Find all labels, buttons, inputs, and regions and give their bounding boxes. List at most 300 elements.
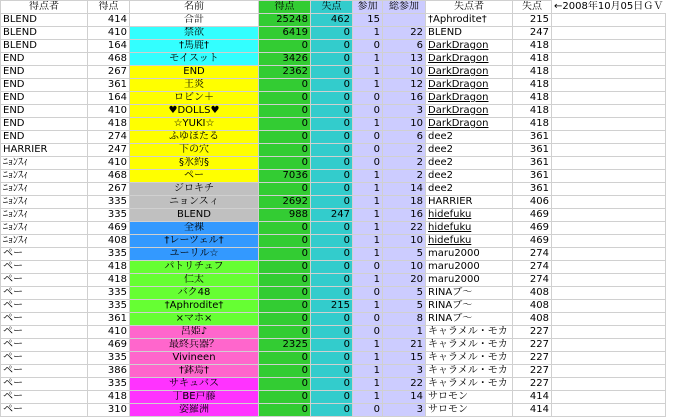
cell-loser[interactable]: DarkDragon	[426, 92, 513, 105]
cell-empty[interactable]	[552, 300, 666, 313]
cell-scorer[interactable]: ﾆｮﾝｽｨ	[1, 222, 88, 235]
cell-participation[interactable]: 1	[353, 79, 383, 92]
header-score[interactable]: 得点	[88, 1, 130, 14]
cell-scorer[interactable]: ペー	[1, 287, 88, 300]
cell-participation[interactable]: 1	[353, 222, 383, 235]
cell-lost[interactable]: 0	[311, 274, 353, 287]
cell-lost[interactable]: 0	[311, 118, 353, 131]
cell-lost[interactable]: 0	[311, 157, 353, 170]
cell-points[interactable]: 0	[259, 378, 311, 391]
cell-participation[interactable]: 1	[353, 339, 383, 352]
cell-score[interactable]: 410	[88, 27, 130, 40]
cell-empty[interactable]	[552, 131, 666, 144]
cell-score[interactable]: 267	[88, 183, 130, 196]
cell-lost-points[interactable]: 247	[513, 27, 552, 40]
cell-lost-points[interactable]: 414	[513, 404, 552, 417]
cell-total-participation[interactable]: 5	[383, 287, 426, 300]
cell-name[interactable]: モイスット	[130, 53, 259, 66]
cell-total-participation[interactable]: 10	[383, 261, 426, 274]
cell-name[interactable]: 最終兵器？	[130, 339, 259, 352]
cell-lost-points[interactable]: 408	[513, 313, 552, 326]
cell-participation[interactable]: 1	[353, 274, 383, 287]
cell-lost-points[interactable]: 215	[513, 14, 552, 27]
cell-lost[interactable]: 0	[311, 313, 353, 326]
cell-name[interactable]: ユーリル☆	[130, 248, 259, 261]
cell-score[interactable]: 335	[88, 196, 130, 209]
cell-total-participation[interactable]: 21	[383, 339, 426, 352]
cell-lost-points[interactable]: 418	[513, 118, 552, 131]
cell-points[interactable]: 2325	[259, 339, 311, 352]
cell-loser[interactable]: RINAブ～	[426, 313, 513, 326]
cell-scorer[interactable]: END	[1, 53, 88, 66]
cell-participation[interactable]: 0	[353, 313, 383, 326]
cell-total-participation[interactable]: 6	[383, 40, 426, 53]
cell-lost-points[interactable]: 227	[513, 339, 552, 352]
cell-name[interactable]: 丁BE戸藤	[130, 391, 259, 404]
cell-scorer[interactable]: ﾆｮﾝｽｨ	[1, 170, 88, 183]
cell-empty[interactable]	[552, 365, 666, 378]
cell-participation[interactable]: 1	[353, 209, 383, 222]
cell-name[interactable]: 姿羅洲	[130, 404, 259, 417]
cell-participation[interactable]: 1	[353, 378, 383, 391]
cell-score[interactable]: 247	[88, 144, 130, 157]
cell-name[interactable]: †馬鹿†	[130, 40, 259, 53]
cell-points[interactable]: 0	[259, 248, 311, 261]
cell-loser[interactable]: dee2	[426, 170, 513, 183]
cell-score[interactable]: 418	[88, 261, 130, 274]
cell-empty[interactable]	[552, 14, 666, 27]
cell-participation[interactable]: 1	[353, 66, 383, 79]
cell-score[interactable]: 418	[88, 274, 130, 287]
cell-total-participation[interactable]: 13	[383, 53, 426, 66]
cell-lost-points[interactable]: 414	[513, 391, 552, 404]
cell-loser[interactable]: キャラメル・モカ	[426, 326, 513, 339]
cell-lost-points[interactable]: 361	[513, 183, 552, 196]
cell-name[interactable]: ジロキチ	[130, 183, 259, 196]
cell-score[interactable]: 418	[88, 391, 130, 404]
cell-lost[interactable]: 0	[311, 79, 353, 92]
cell-empty[interactable]	[552, 40, 666, 53]
cell-loser[interactable]: maru2000	[426, 248, 513, 261]
cell-empty[interactable]	[552, 235, 666, 248]
cell-total-participation[interactable]: 2	[383, 170, 426, 183]
cell-lost[interactable]: 215	[311, 300, 353, 313]
cell-scorer[interactable]: BLEND	[1, 14, 88, 27]
cell-name[interactable]: 合計	[130, 14, 259, 27]
cell-scorer[interactable]: ﾆｮﾝｽｨ	[1, 157, 88, 170]
cell-total-participation[interactable]: 12	[383, 79, 426, 92]
cell-lost-points[interactable]: 418	[513, 53, 552, 66]
cell-loser[interactable]: dee2	[426, 131, 513, 144]
cell-points[interactable]: 0	[259, 300, 311, 313]
cell-scorer[interactable]: ペー	[1, 313, 88, 326]
cell-points[interactable]: 0	[259, 391, 311, 404]
cell-score[interactable]: 410	[88, 157, 130, 170]
cell-empty[interactable]	[552, 105, 666, 118]
header-total-participation[interactable]: 総参加	[383, 1, 426, 14]
cell-lost-points[interactable]: 408	[513, 300, 552, 313]
cell-lost-points[interactable]: 227	[513, 365, 552, 378]
cell-scorer[interactable]: END	[1, 105, 88, 118]
cell-scorer[interactable]: ペー	[1, 274, 88, 287]
cell-lost[interactable]: 0	[311, 40, 353, 53]
cell-lost-points[interactable]: 274	[513, 261, 552, 274]
cell-total-participation[interactable]: 14	[383, 183, 426, 196]
cell-lost[interactable]: 0	[311, 144, 353, 157]
cell-empty[interactable]	[552, 274, 666, 287]
cell-empty[interactable]	[552, 66, 666, 79]
cell-name[interactable]: ふゆほたる	[130, 131, 259, 144]
cell-total-participation[interactable]: 16	[383, 92, 426, 105]
cell-scorer[interactable]: BLEND	[1, 27, 88, 40]
cell-loser[interactable]: BLEND	[426, 27, 513, 40]
cell-total-participation[interactable]: 20	[383, 274, 426, 287]
cell-score[interactable]: 468	[88, 170, 130, 183]
header-lost[interactable]: 失点	[311, 1, 353, 14]
cell-empty[interactable]	[552, 313, 666, 326]
cell-lost[interactable]: 0	[311, 183, 353, 196]
cell-loser[interactable]: DarkDragon	[426, 66, 513, 79]
cell-lost[interactable]: 0	[311, 326, 353, 339]
cell-points[interactable]: 2692	[259, 196, 311, 209]
cell-loser[interactable]: DarkDragon	[426, 79, 513, 92]
cell-points[interactable]: 0	[259, 404, 311, 417]
cell-loser[interactable]: hidefuku	[426, 222, 513, 235]
cell-empty[interactable]	[552, 261, 666, 274]
cell-participation[interactable]: 0	[353, 287, 383, 300]
cell-points[interactable]: 6419	[259, 27, 311, 40]
cell-total-participation[interactable]: 3	[383, 365, 426, 378]
cell-name[interactable]: バク48	[130, 287, 259, 300]
cell-points[interactable]: 0	[259, 352, 311, 365]
cell-scorer[interactable]: BLEND	[1, 40, 88, 53]
cell-name[interactable]: パトリチュフ	[130, 261, 259, 274]
cell-total-participation[interactable]: 15	[383, 352, 426, 365]
cell-points[interactable]: 0	[259, 365, 311, 378]
cell-name[interactable]: Vivineen	[130, 352, 259, 365]
cell-name[interactable]: ロビン＋	[130, 92, 259, 105]
cell-lost[interactable]: 0	[311, 261, 353, 274]
cell-scorer[interactable]: ﾆｮﾝｽｨ	[1, 183, 88, 196]
header-points[interactable]: 得点	[259, 1, 311, 14]
cell-empty[interactable]	[552, 157, 666, 170]
cell-participation[interactable]: 1	[353, 27, 383, 40]
cell-participation[interactable]: 0	[353, 131, 383, 144]
cell-empty[interactable]	[552, 222, 666, 235]
cell-participation[interactable]: 0	[353, 92, 383, 105]
cell-lost-points[interactable]: 418	[513, 92, 552, 105]
cell-loser[interactable]: HARRIER	[426, 196, 513, 209]
cell-empty[interactable]	[552, 170, 666, 183]
cell-loser[interactable]: キャラメル・モカ	[426, 352, 513, 365]
cell-total-participation[interactable]: 16	[383, 209, 426, 222]
cell-total-participation[interactable]	[383, 14, 426, 27]
cell-total-participation[interactable]: 10	[383, 66, 426, 79]
cell-points[interactable]: 0	[259, 222, 311, 235]
cell-points[interactable]: 3426	[259, 53, 311, 66]
cell-score[interactable]: 418	[88, 118, 130, 131]
cell-scorer[interactable]: END	[1, 131, 88, 144]
cell-loser[interactable]: キャラメル・モカ	[426, 339, 513, 352]
cell-loser[interactable]: RINAブ～	[426, 300, 513, 313]
cell-participation[interactable]: 0	[353, 326, 383, 339]
cell-name[interactable]: §氷約§	[130, 157, 259, 170]
header-scorer[interactable]: 得点者	[1, 1, 88, 14]
cell-loser[interactable]: hidefuku	[426, 209, 513, 222]
cell-lost-points[interactable]: 361	[513, 144, 552, 157]
cell-participation[interactable]: 1	[353, 53, 383, 66]
cell-lost-points[interactable]: 274	[513, 248, 552, 261]
cell-points[interactable]: 0	[259, 157, 311, 170]
cell-name[interactable]: †鉢焉†	[130, 365, 259, 378]
cell-scorer[interactable]: ペー	[1, 391, 88, 404]
cell-participation[interactable]: 1	[353, 248, 383, 261]
cell-score[interactable]: 469	[88, 222, 130, 235]
cell-points[interactable]: 0	[259, 313, 311, 326]
cell-empty[interactable]	[552, 378, 666, 391]
cell-name[interactable]: サキュバス	[130, 378, 259, 391]
cell-score[interactable]: 410	[88, 105, 130, 118]
cell-lost[interactable]: 0	[311, 235, 353, 248]
cell-empty[interactable]	[552, 391, 666, 404]
cell-points[interactable]: 0	[259, 79, 311, 92]
cell-loser[interactable]: DarkDragon	[426, 118, 513, 131]
cell-score[interactable]: 361	[88, 79, 130, 92]
cell-total-participation[interactable]: 22	[383, 378, 426, 391]
cell-lost-points[interactable]: 274	[513, 274, 552, 287]
cell-participation[interactable]: 0	[353, 404, 383, 417]
cell-name[interactable]: END	[130, 66, 259, 79]
cell-scorer[interactable]: END	[1, 118, 88, 131]
cell-score[interactable]: 414	[88, 14, 130, 27]
cell-empty[interactable]	[552, 287, 666, 300]
cell-points[interactable]: 0	[259, 261, 311, 274]
cell-lost[interactable]: 0	[311, 131, 353, 144]
cell-empty[interactable]	[552, 209, 666, 222]
cell-name[interactable]: †レーツェル†	[130, 235, 259, 248]
cell-name[interactable]: ペー	[130, 170, 259, 183]
cell-scorer[interactable]: ペー	[1, 326, 88, 339]
cell-points[interactable]: 988	[259, 209, 311, 222]
cell-scorer[interactable]: ペー	[1, 404, 88, 417]
cell-lost[interactable]: 0	[311, 105, 353, 118]
cell-name[interactable]: ♥DOLLS♥	[130, 105, 259, 118]
cell-lost-points[interactable]: 406	[513, 196, 552, 209]
header-participation[interactable]: 参加	[353, 1, 383, 14]
cell-name[interactable]: ×マホ×	[130, 313, 259, 326]
cell-score[interactable]: 274	[88, 131, 130, 144]
cell-scorer[interactable]: ペー	[1, 365, 88, 378]
cell-empty[interactable]	[552, 248, 666, 261]
cell-loser[interactable]: キャラメル・モカ	[426, 378, 513, 391]
cell-lost[interactable]: 0	[311, 365, 353, 378]
cell-empty[interactable]	[552, 53, 666, 66]
cell-empty[interactable]	[552, 352, 666, 365]
cell-points[interactable]: 7036	[259, 170, 311, 183]
cell-lost[interactable]: 0	[311, 391, 353, 404]
cell-loser[interactable]: dee2	[426, 183, 513, 196]
cell-lost[interactable]: 0	[311, 92, 353, 105]
cell-participation[interactable]: 1	[353, 300, 383, 313]
cell-name[interactable]: 禁欲	[130, 27, 259, 40]
cell-empty[interactable]	[552, 196, 666, 209]
cell-participation[interactable]: 1	[353, 352, 383, 365]
cell-total-participation[interactable]: 10	[383, 235, 426, 248]
cell-lost[interactable]: 462	[311, 14, 353, 27]
cell-lost-points[interactable]: 418	[513, 105, 552, 118]
cell-total-participation[interactable]: 3	[383, 105, 426, 118]
cell-loser[interactable]: dee2	[426, 157, 513, 170]
cell-participation[interactable]: 0	[353, 40, 383, 53]
cell-score[interactable]: 267	[88, 66, 130, 79]
cell-name[interactable]: ☆YUKI☆	[130, 118, 259, 131]
cell-points[interactable]: 0	[259, 40, 311, 53]
cell-participation[interactable]: 1	[353, 365, 383, 378]
cell-scorer[interactable]: ﾆｮﾝｽｨ	[1, 196, 88, 209]
cell-loser[interactable]: †Aphrodite†	[426, 14, 513, 27]
cell-empty[interactable]	[552, 339, 666, 352]
cell-points[interactable]: 0	[259, 235, 311, 248]
cell-name[interactable]: 下の穴	[130, 144, 259, 157]
header-lost-points[interactable]: 失点	[513, 1, 552, 14]
cell-lost[interactable]: 0	[311, 339, 353, 352]
cell-points[interactable]: 0	[259, 105, 311, 118]
header-name[interactable]: 名前	[130, 1, 259, 14]
cell-participation[interactable]: 1	[353, 183, 383, 196]
cell-name[interactable]: 王炎	[130, 79, 259, 92]
cell-participation[interactable]: 1	[353, 391, 383, 404]
cell-participation[interactable]: 1	[353, 235, 383, 248]
cell-lost-points[interactable]: 418	[513, 40, 552, 53]
cell-lost[interactable]: 0	[311, 196, 353, 209]
cell-total-participation[interactable]: 14	[383, 391, 426, 404]
cell-points[interactable]: 0	[259, 287, 311, 300]
cell-total-participation[interactable]: 18	[383, 196, 426, 209]
cell-scorer[interactable]: ペー	[1, 300, 88, 313]
cell-loser[interactable]: DarkDragon	[426, 40, 513, 53]
cell-lost[interactable]: 0	[311, 352, 353, 365]
cell-total-participation[interactable]: 3	[383, 404, 426, 417]
cell-scorer[interactable]: END	[1, 92, 88, 105]
cell-scorer[interactable]: ﾆｮﾝｽｨ	[1, 209, 88, 222]
cell-score[interactable]: 335	[88, 352, 130, 365]
cell-lost-points[interactable]: 361	[513, 170, 552, 183]
cell-points[interactable]: 0	[259, 326, 311, 339]
cell-points[interactable]: 0	[259, 274, 311, 287]
cell-points[interactable]: 25248	[259, 14, 311, 27]
cell-name[interactable]: 仁太	[130, 274, 259, 287]
cell-total-participation[interactable]: 6	[383, 131, 426, 144]
cell-score[interactable]: 386	[88, 365, 130, 378]
cell-score[interactable]: 310	[88, 404, 130, 417]
cell-participation[interactable]: 0	[353, 157, 383, 170]
cell-lost[interactable]: 0	[311, 287, 353, 300]
cell-scorer[interactable]: ペー	[1, 261, 88, 274]
cell-lost-points[interactable]: 227	[513, 352, 552, 365]
cell-lost-points[interactable]: 418	[513, 79, 552, 92]
cell-lost[interactable]: 0	[311, 66, 353, 79]
cell-empty[interactable]	[552, 144, 666, 157]
cell-empty[interactable]	[552, 183, 666, 196]
cell-points[interactable]: 0	[259, 183, 311, 196]
cell-loser[interactable]: サロモン	[426, 391, 513, 404]
cell-scorer[interactable]: ﾆｮﾝｽｨ	[1, 235, 88, 248]
cell-total-participation[interactable]: 5	[383, 300, 426, 313]
cell-points[interactable]: 0	[259, 118, 311, 131]
cell-empty[interactable]	[552, 118, 666, 131]
cell-score[interactable]: 164	[88, 92, 130, 105]
cell-participation[interactable]: 15	[353, 14, 383, 27]
cell-total-participation[interactable]: 2	[383, 157, 426, 170]
cell-empty[interactable]	[552, 326, 666, 339]
cell-lost-points[interactable]: 361	[513, 157, 552, 170]
cell-participation[interactable]: 1	[353, 118, 383, 131]
cell-scorer[interactable]: ペー	[1, 352, 88, 365]
cell-participation[interactable]: 0	[353, 105, 383, 118]
cell-lost[interactable]: 0	[311, 404, 353, 417]
cell-lost-points[interactable]: 227	[513, 378, 552, 391]
cell-score[interactable]: 335	[88, 248, 130, 261]
cell-loser[interactable]: maru2000	[426, 261, 513, 274]
cell-participation[interactable]: 0	[353, 144, 383, 157]
cell-participation[interactable]: 1	[353, 170, 383, 183]
cell-loser[interactable]: RINAブ～	[426, 287, 513, 300]
cell-total-participation[interactable]: 22	[383, 27, 426, 40]
cell-lost[interactable]: 0	[311, 222, 353, 235]
cell-loser[interactable]: maru2000	[426, 274, 513, 287]
cell-points[interactable]: 0	[259, 144, 311, 157]
cell-score[interactable]: 468	[88, 53, 130, 66]
cell-loser[interactable]: サロモン	[426, 404, 513, 417]
cell-points[interactable]: 0	[259, 131, 311, 144]
cell-lost-points[interactable]: 418	[513, 66, 552, 79]
cell-lost-points[interactable]: 408	[513, 287, 552, 300]
cell-score[interactable]: 410	[88, 326, 130, 339]
cell-score[interactable]: 361	[88, 313, 130, 326]
cell-lost[interactable]: 0	[311, 27, 353, 40]
cell-lost-points[interactable]: 469	[513, 209, 552, 222]
cell-score[interactable]: 335	[88, 300, 130, 313]
cell-total-participation[interactable]: 10	[383, 118, 426, 131]
cell-name[interactable]: ニョンスィ	[130, 196, 259, 209]
cell-participation[interactable]: 1	[353, 196, 383, 209]
cell-total-participation[interactable]: 2	[383, 144, 426, 157]
cell-loser[interactable]: キャラメル・モカ	[426, 365, 513, 378]
cell-empty[interactable]	[552, 79, 666, 92]
cell-lost[interactable]: 0	[311, 170, 353, 183]
cell-name[interactable]: 呂姫♪	[130, 326, 259, 339]
cell-name[interactable]: †Aphrodite†	[130, 300, 259, 313]
cell-total-participation[interactable]: 22	[383, 222, 426, 235]
cell-total-participation[interactable]: 1	[383, 326, 426, 339]
cell-loser[interactable]: dee2	[426, 144, 513, 157]
cell-points[interactable]: 2362	[259, 66, 311, 79]
cell-name[interactable]: 全裸	[130, 222, 259, 235]
cell-empty[interactable]	[552, 27, 666, 40]
cell-score[interactable]: 164	[88, 40, 130, 53]
cell-score[interactable]: 335	[88, 378, 130, 391]
cell-lost[interactable]: 0	[311, 248, 353, 261]
cell-lost-points[interactable]: 469	[513, 235, 552, 248]
cell-score[interactable]: 335	[88, 209, 130, 222]
cell-loser[interactable]: DarkDragon	[426, 105, 513, 118]
cell-lost-points[interactable]: 361	[513, 131, 552, 144]
header-loser[interactable]: 失点者	[426, 1, 513, 14]
cell-lost-points[interactable]: 469	[513, 222, 552, 235]
cell-scorer[interactable]: ペー	[1, 248, 88, 261]
cell-loser[interactable]: DarkDragon	[426, 53, 513, 66]
cell-scorer[interactable]: END	[1, 66, 88, 79]
